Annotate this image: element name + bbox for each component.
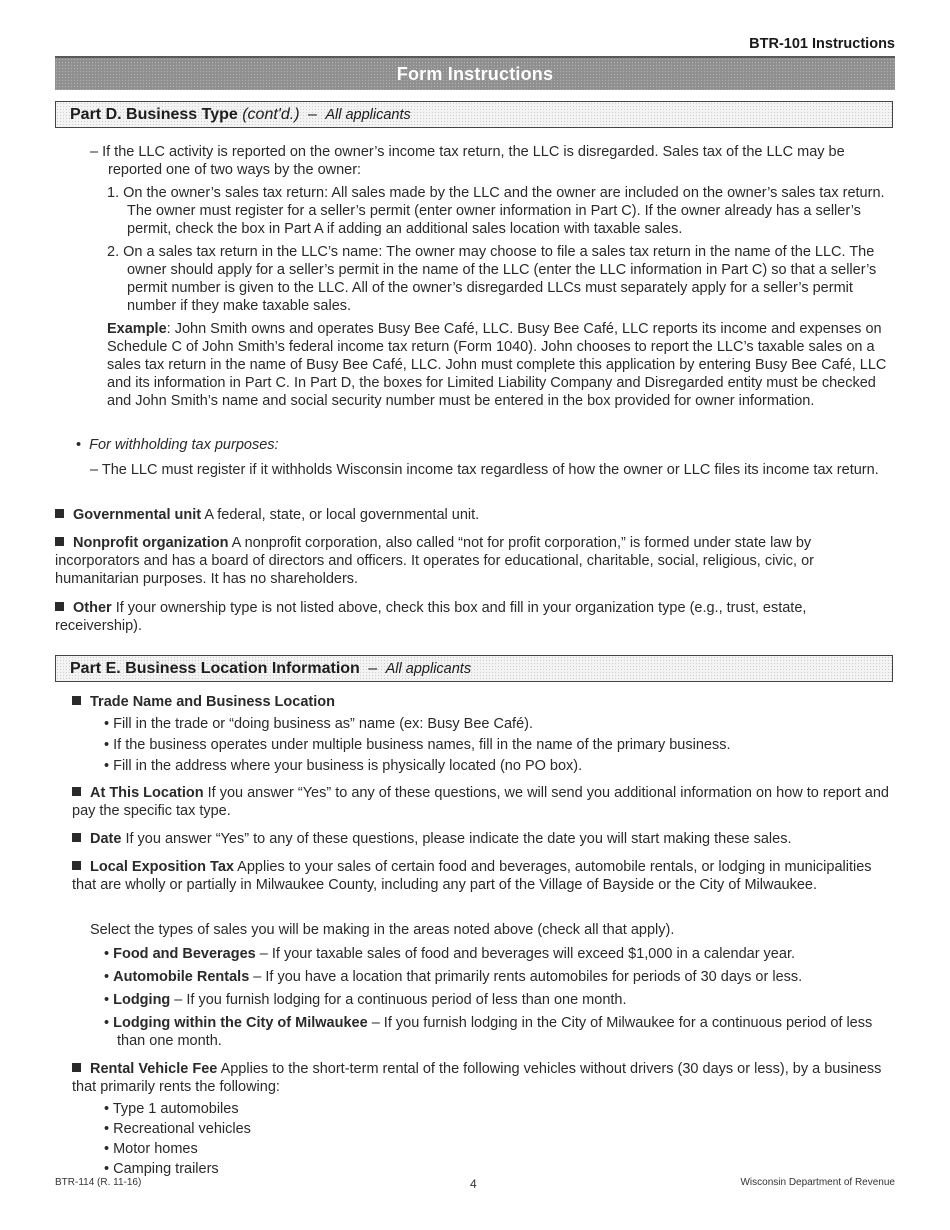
form-code: BTR-101 Instructions bbox=[749, 36, 895, 52]
governmental-unit-text: A federal, state, or local governmental unit. bbox=[201, 507, 480, 523]
at-this-location-text: If you answer “Yes” to any of these questions, we will send you additional information on how to report and pay the specific tax type. bbox=[72, 785, 889, 819]
part-e-dash: – bbox=[368, 660, 378, 677]
date-text: If you answer “Yes” to any of these questions, please indicate the date you will start making these sales. bbox=[121, 831, 792, 847]
part-d-header bbox=[55, 101, 893, 128]
lodging-milwaukee-text: – If you furnish lodging in the City of Milwaukee for a continuous period of less than one month. bbox=[117, 1015, 873, 1049]
rental-vehicle-fee-item bbox=[72, 1060, 890, 1096]
food-beverages-item bbox=[104, 945, 890, 963]
automobile-rentals-term: Automobile Rentals bbox=[113, 969, 250, 985]
trade-name-bullet-1: • Fill in the trade or “doing business as” name (ex: Busy Bee Café). bbox=[104, 716, 533, 732]
automobile-rentals-text: – If you have a location that primarily rents automobiles for periods of 30 days or less. bbox=[249, 969, 803, 985]
date-item bbox=[72, 830, 890, 848]
withholding-dash-item: – The LLC must register if it withholds Wisconsin income tax regardless of how the owner or LLC files its income tax return. bbox=[90, 462, 879, 478]
trade-name-term: Trade Name and Business Location bbox=[90, 694, 335, 710]
bullet-glyph: • bbox=[104, 992, 114, 1008]
square-bullet-icon bbox=[55, 509, 64, 518]
footer-department: Wisconsin Department of Revenue bbox=[740, 1177, 895, 1188]
square-bullet-icon bbox=[72, 1063, 81, 1072]
footer-form-revision: BTR-114 (R. 11-16) bbox=[55, 1177, 142, 1188]
llc-name-return-item: 2. On a sales tax return in the LLC’s name: The owner may choose to file a sales tax return in the name of the LLC. The owner should apply for a seller’s permit in the name of the LLC (enter the LLC information in Part C) so that a seller’s permit number is given to the LLC. All of the owner’s disregarded LLCs must separately apply for a seller’s permit number if they make taxable sales. bbox=[107, 244, 877, 314]
lodging-item bbox=[104, 991, 890, 1009]
food-beverages-text: – If your taxable sales of food and beverages will exceed $1,000 in a calendar year. bbox=[255, 946, 795, 962]
vehicle-type-1: • Type 1 automobiles bbox=[104, 1101, 239, 1117]
trade-name-bullet-3: • Fill in the address where your business is physically located (no PO box). bbox=[104, 758, 583, 774]
nonprofit-item bbox=[55, 534, 890, 588]
part-e-title: Part E. Business Location Information bbox=[70, 660, 360, 677]
date-term: Date bbox=[90, 831, 122, 847]
owner-return-item: 1. On the owner’s sales tax return: All sales made by the LLC and the owner are included on the owner’s sales tax return. The owner must register for a seller’s permit (enter owner information in Part C). If the owner already has a seller’s permit, check the box in Part A if adding an additional sales location with taxable sales. bbox=[107, 185, 885, 237]
vehicle-type-3: • Motor homes bbox=[104, 1141, 198, 1157]
square-bullet-icon bbox=[72, 696, 81, 705]
example-paragraph bbox=[107, 320, 890, 410]
exposition-tax-term: Local Exposition Tax bbox=[90, 859, 234, 875]
square-bullet-icon bbox=[72, 861, 81, 870]
rental-vehicle-fee-term: Rental Vehicle Fee bbox=[90, 1061, 218, 1077]
other-item bbox=[55, 599, 890, 635]
food-beverages-term: Food and Beverages bbox=[113, 946, 256, 962]
trade-name-bullet-2: • If the business operates under multiple business names, fill in the name of the primary business. bbox=[104, 737, 731, 753]
lodging-text: – If you furnish lodging for a continuous period of less than one month. bbox=[170, 992, 627, 1008]
exposition-tax-item bbox=[72, 858, 890, 894]
automobile-rentals-item bbox=[104, 968, 890, 986]
lodging-term: Lodging bbox=[113, 992, 171, 1008]
part-e-header bbox=[55, 655, 893, 682]
other-term: Other bbox=[73, 600, 112, 616]
bullet-glyph: • bbox=[104, 1015, 114, 1031]
nonprofit-term: Nonprofit organization bbox=[73, 535, 229, 551]
at-this-location-item bbox=[72, 784, 890, 820]
example-text: : John Smith owns and operates Busy Bee Café, LLC. Busy Bee Café, LLC reports its income and expenses on Schedule C of John Smith’s federal income tax return (Form 1040). John chooses to report the LLC’s taxable sales on a sales tax return in the name of Busy Bee Café, LLC. John must complete this application by entering Busy Bee Café, LLC and its information in Part C. In Part D, the boxes for Limited Liability Company and Disregarded entity must be checked and John Smith’s name and social security number must be entered in the box provided for owner information. bbox=[107, 321, 887, 409]
square-bullet-icon bbox=[72, 787, 81, 796]
lodging-milwaukee-item bbox=[104, 1014, 890, 1050]
other-text: If your ownership type is not listed above, check this box and fill in your organization type (e.g., trust, estate, receivership). bbox=[55, 600, 807, 634]
rental-vehicle-fee-text: Applies to the short-term rental of the following vehicles without drivers (30 days or less), by a business that primarily rents the following: bbox=[72, 1061, 882, 1095]
bullet-glyph: • bbox=[104, 969, 114, 985]
governmental-unit-term: Governmental unit bbox=[73, 507, 202, 523]
llc-disregarded-paragraph: – If the LLC activity is reported on the owner’s income tax return, the LLC is disregarded. Sales tax of the LLC may be reported one of two ways by the owner: bbox=[90, 144, 845, 178]
withholding-bullet bbox=[76, 436, 890, 454]
trade-name-item bbox=[72, 693, 890, 711]
withholding-bullet-glyph: • bbox=[76, 437, 82, 453]
example-label: Example bbox=[107, 321, 167, 337]
exposition-tax-text: Applies to your sales of certain food and beverages, automobile rentals, or lodging in municipalities that are wholly or partially in Milwaukee County, including any part of the Village of Bayside or the City of Milwaukee. bbox=[72, 859, 872, 893]
square-bullet-icon bbox=[55, 537, 64, 546]
lodging-milwaukee-term: Lodging within the City of Milwaukee bbox=[113, 1015, 368, 1031]
form-instructions-banner: Form Instructions bbox=[55, 56, 895, 90]
part-d-subtitle: All applicants bbox=[325, 107, 411, 123]
part-d-cont: (cont'd.) bbox=[242, 106, 300, 123]
part-d-title: Part D. Business Type bbox=[70, 106, 238, 123]
nonprofit-text: A nonprofit corporation, also called “not for profit corporation,” is formed under state law by incorporators and has a board of directors and officers. It operates for educational, charitable, social, religious, civic, or humanitarian purposes. It has no shareholders. bbox=[55, 535, 814, 587]
exposition-select-text: Select the types of sales you will be making in the areas noted above (check all that apply). bbox=[90, 922, 675, 938]
square-bullet-icon bbox=[72, 833, 81, 842]
withholding-label: For withholding tax purposes: bbox=[89, 437, 279, 453]
at-this-location-term: At This Location bbox=[90, 785, 204, 801]
vehicle-type-2: • Recreational vehicles bbox=[104, 1121, 251, 1137]
governmental-unit-item bbox=[55, 506, 890, 524]
vehicle-type-4: • Camping trailers bbox=[104, 1161, 219, 1177]
page-number: 4 bbox=[470, 1177, 477, 1191]
square-bullet-icon bbox=[55, 602, 64, 611]
part-d-dash: – bbox=[307, 106, 317, 123]
part-e-subtitle: All applicants bbox=[385, 661, 472, 677]
bullet-glyph: • bbox=[104, 946, 114, 962]
